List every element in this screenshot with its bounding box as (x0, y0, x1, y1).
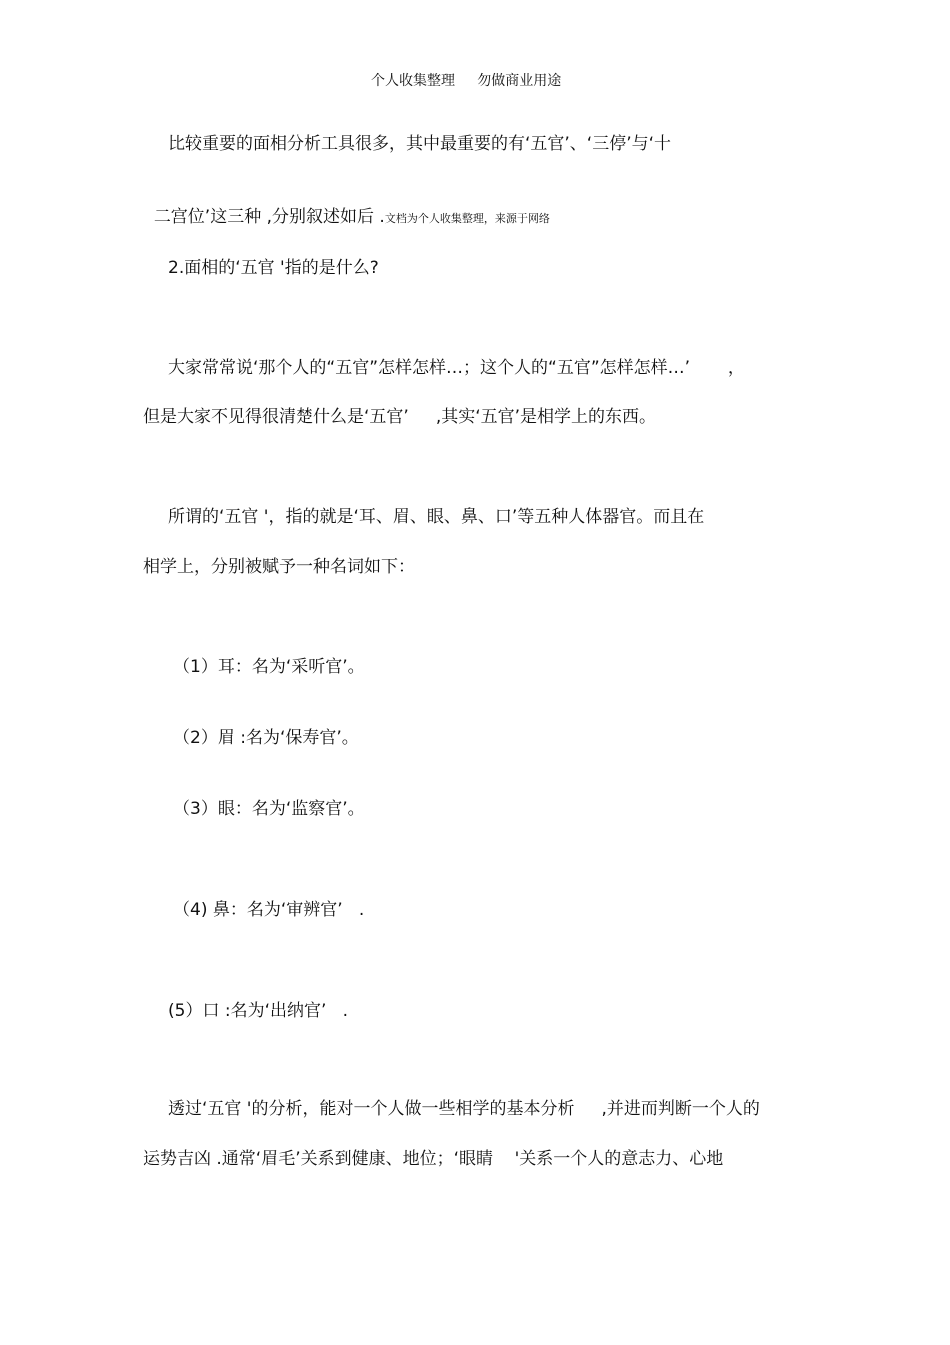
paragraph-2-line-2: 但是大家不见得很清楚什么是‘五官’ ,其实‘五官’是相学上的东西。 (143, 407, 657, 427)
page-header: 个人收集整理 勿做商业用途 (371, 73, 562, 89)
paragraph-1-line-2 (143, 184, 550, 230)
list-item-mouth: (5）口 :名为‘出纳官’ . (168, 1001, 349, 1021)
paragraph-1-line-2-text: 二宫位’这三种 ,分别叙述如后 . (153, 207, 385, 227)
paragraph-1-line-1: 比较重要的面相分析工具很多，其中最重要的有‘五官’、‘三停’与‘十 (168, 134, 672, 154)
list-item-ear: （1）耳：名为‘采听官’。 (173, 657, 365, 677)
paragraph-4-line-1: 透过‘五官 '的分析，能对一个人做一些相学的基本分析 ,并进而判断一个人的 (168, 1099, 760, 1119)
list-item-nose: （4) 鼻：名为‘审辨官’ . (173, 900, 365, 920)
paragraph-2-line-1: 大家常常说‘那个人的“五官”怎样怎样…；这个人的“五官”怎样怎样…’ ， (168, 358, 745, 378)
paragraph-1-source-note: 文档为个人收集整理，来源于网络 (384, 212, 550, 225)
paragraph-3-line-2: 相学上，分别被赋予一种名词如下： (143, 557, 415, 577)
section-heading: 2.面相的‘五官 '指的是什么? (168, 258, 379, 278)
list-item-eye: （3）眼：名为‘监察官’。 (173, 799, 365, 819)
paragraph-3-line-1: 所谓的‘五官 '，指的就是‘耳、眉、眼、鼻、口’等五种人体器官。而且在 (168, 507, 705, 527)
paragraph-4-line-2: 运势吉凶 .通常‘眉毛’关系到健康、地位；‘眼睛 '关系一个人的意志力、心地 (143, 1149, 724, 1169)
list-item-eyebrow: （2）眉 :名为‘保寿官’。 (173, 728, 359, 748)
